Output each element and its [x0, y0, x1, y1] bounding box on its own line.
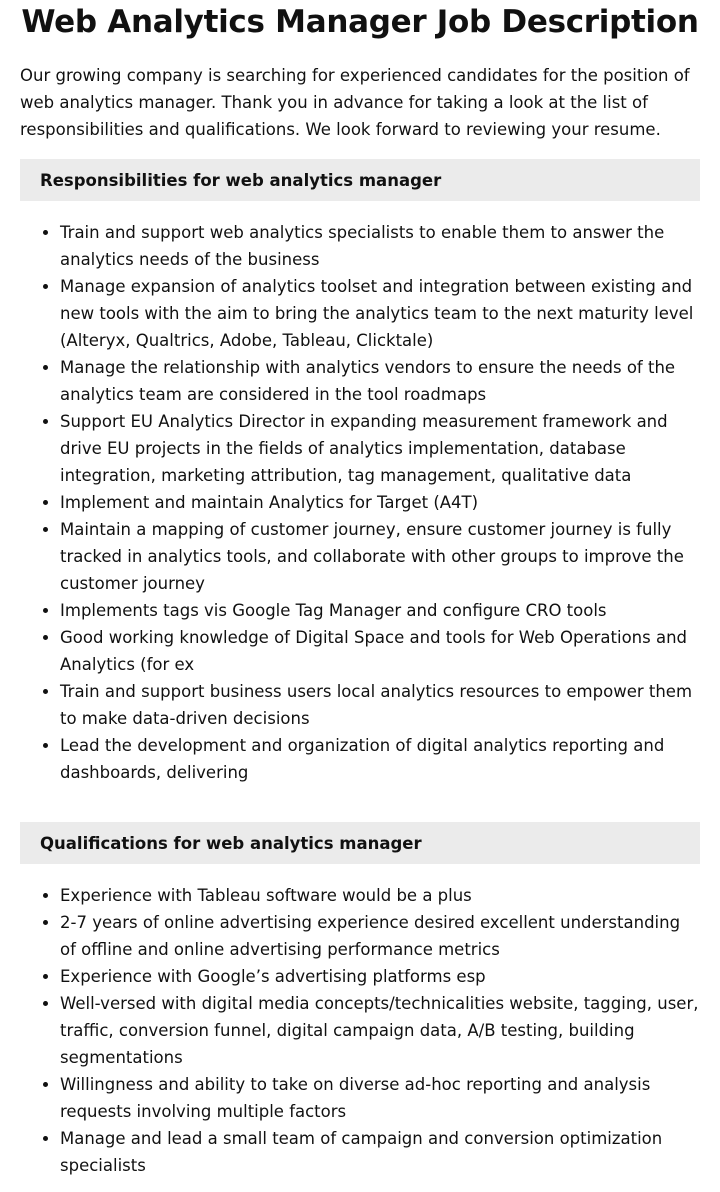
responsibilities-heading: Responsibilities for web analytics manager	[20, 159, 700, 201]
list-item: • Willingness and ability to take on diverse ad-hoc reporting and analysis requests involving multiple factors	[60, 1071, 700, 1125]
list-item: • Lead the development and organization of digital analytics reporting and dashboards, delivering	[60, 732, 700, 786]
list-item: • Train and support web analytics specialists to enable them to answer the analytics needs of the business	[60, 219, 700, 273]
list-item: • Experience with Google’s advertising platforms esp	[60, 963, 700, 990]
list-item: • 2-7 years of online advertising experience desired excellent understanding of offline and online advertising performance metrics	[60, 909, 700, 963]
qualifications-heading: Qualifications for web analytics manager	[20, 822, 700, 864]
list-item: • Manage and lead a small team of campaign and conversion optimization specialists	[60, 1125, 700, 1179]
list-item: • Well-versed with digital media concepts/technicalities website, tagging, user, traffic, conversion funnel, digital campaign data, A/B testing, building segmentations	[60, 990, 700, 1071]
responsibilities-list	[20, 219, 700, 786]
intro-paragraph: Our growing company is searching for experienced candidates for the position of web analytics manager. Thank you in advance for taking a look at the list of responsibilities and qualifications. We look forward to reviewing your resume.	[20, 66, 690, 139]
page-title: Web Analytics Manager Job Description	[21, 4, 699, 40]
list-item: • Manage expansion of analytics toolset and integration between existing and new tools with the aim to bring the analytics team to the next maturity level (Alteryx, Qualtrics, Adobe, Tableau, Clicktale)	[60, 273, 700, 354]
list-item: • Good working knowledge of Digital Space and tools for Web Operations and Analytics (for ex	[60, 624, 700, 678]
list-item: • Experience with Tableau software would be a plus	[60, 882, 700, 909]
list-item: • Manage the relationship with analytics vendors to ensure the needs of the analytics team are considered in the tool roadmaps	[60, 354, 700, 408]
list-item: • Implements tags vis Google Tag Manager and configure CRO tools	[60, 597, 700, 624]
qualifications-list	[20, 882, 700, 1179]
list-item: • Implement and maintain Analytics for Target (A4T)	[60, 489, 700, 516]
list-item: • Support EU Analytics Director in expanding measurement framework and drive EU projects in the fields of analytics implementation, database integration, marketing attribution, tag management, qualitative data	[60, 408, 700, 489]
list-item: • Maintain a mapping of customer journey, ensure customer journey is fully tracked in analytics tools, and collaborate with other groups to improve the customer journey	[60, 516, 700, 597]
list-item: • Train and support business users local analytics resources to empower them to make data-driven decisions	[60, 678, 700, 732]
